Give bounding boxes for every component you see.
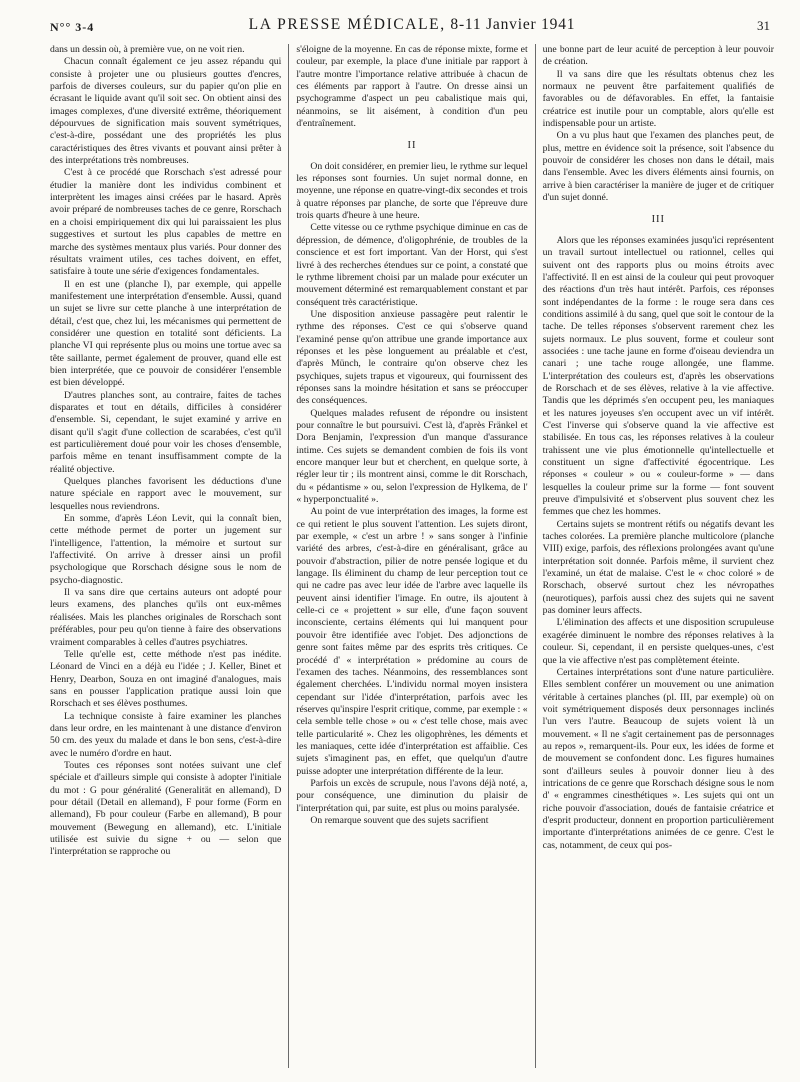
paragraph: une bonne part de leur acuité de perception à leur pouvoir de création. (542, 44, 774, 68)
paragraph: dans un dessin où, à première vue, on ne voit rien. (50, 44, 245, 55)
paragraph: D'autres planches sont, au contraire, faites de taches disparates et tout en détails, difficiles à considérer d'ensemble. Si, cependant, le sujet examiné y arrive en disant qu'il s'agit d'une collection de scarabées, c'est qu'il est particulièrement doué pour voir les choses d'ensemble, parfois même en tenant insuffisamment compte de la réalité objective. (50, 389, 282, 475)
paragraph: s'éloigne de la moyenne. En cas de réponse mixte, forme et couleur, par exemple, la place d'une initiale par rapport à l'autre montre l'importance relative attribuée à chacun de ces éléments par rapport à l'autre. On dresse ainsi un psychogramme d'aspect un peu cabalistique mais qui, néanmoins, se lit aisément, à condition d'un peu d'entraînement. (296, 44, 528, 130)
paragraph: En somme, d'après Léon Levit, qui la connaît bien, cette méthode permet de porter un jugement sur l'intelligence, l'attention, la mémoire et surtout sur l'affectivité. On arrive à dresser ainsi un profil psychologique que Rorschach désigne sous le nom de psycho-diagnostic. (50, 513, 282, 586)
text-column-1 (50, 44, 288, 1068)
paragraph: Il va sans dire que les résultats obtenus chez les normaux ne peuvent être parfaitement qualifiés de favorables ou de défavorables. En effet, la fantaisie créatrice est inutile pour un comptable, alors qu'elle est indispensable pour un artiste. (542, 68, 774, 130)
paragraph: On a vu plus haut que l'examen des planches peut, de plus, mettre en évidence soit la présence, soit l'absence du pouvoir de considérer les choses non dans le détail, mais dans l'ensemble. Avec les divers éléments ainsi fournis, on arrive à bien caractériser la manière de juger et de critiquer d'un sujet donné. (542, 130, 774, 204)
paragraph: Certains sujets se montrent rétifs ou négatifs devant les taches colorées. La première planche multicolore (planche VIII) exige, parfois, des réflexions prolongées avant qu'une interprétation soit donnée. Parfois même, il survient chez l'examiné, un état de malaise. C'est le « choc coloré » de Rorschach, observé surtout chez les névropathes (neurotiques), parfois aussi chez des sujets qui ne savent pas dominer leurs affects. (542, 518, 774, 617)
paragraph: Alors que les réponses examinées jusqu'ici représentent un travail surtout intellectuel ou rationnel, celles qui suivent ont des rapports plus ou moins étroits avec l'affectivité. Il en est ainsi de la couleur qui peut provoquer des réactions d'un très haut intérêt. Parfois, ces réponses sont indépendantes de la forme : le rouge sera dans ces conditions assimilé à du sang, quel que soit le contour de la tache. De telles réponses s'observent rarement chez les sujets normaux. Le plus souvent, forme et couleur sont associées : une tache jaune en forme d'oiseau deviendra un canari ; une tache rouge allongée, une flamme. L'interprétation des couleurs est, d'après les observations de Rorschach et de ses élèves, relative à la vie affective. Tandis que les déprimés s'en occupent peu, les maniaques et les natures joyeuses s'en occupent avec un vif intérêt. C'est l'inverse qui s'observe quand la vie affective est stabilisée. En tous cas, les réponses relatives à la couleur trahissent une vie plus émotionnelle qu'intellectuelle et constituent un signe d'affectivité égocentrique. Les réponses « couleur » ou « couleur-forme » — dans lesquelles la couleur prime sur la forme — font souvent preuve d'impulsivité et s'observent plus souvent chez les femmes que chez les hommes. (542, 234, 774, 518)
text-column-3 (536, 44, 774, 1068)
paragraph: Quelques malades refusent de répondre ou insistent pour connaître le but poursuivi. C'est là, d'après Fränkel et Dora Benjamin, l'expression d'un manque d'assurance intime. Ces sujets se demandent combien de fois ils vont encore manquer leur but et cherchent, en quelque sorte, à régler leur tir ; ils montrent ainsi, comme le dit Rorschach, du « pédantisme » ou, selon l'expression de Hylkema, de l' « hyperponctualité ». (296, 407, 528, 506)
paragraph: Certaines interprétations sont d'une nature particulière. Elles semblent conférer un mouvement ou une animation véritable à certaines planches (pl. III, par exemple) où on voit symétriquement disposés deux personnages inclinés l'un vers l'autre. Beaucoup de sujets voient là un mouvement. « Il ne s'agit certainement pas de personnages au repos », remarquent-ils. Pour eux, les idées de forme et de mouvement se confondent donc. Les figures humaines sont d'ailleurs seules à pouvoir donner lieu à des intrications de ce genre que Rorschach désigne sous le nom d' « engrammes cinesthétiques ». Les sujets qui ont un riche pouvoir d'association, doués de fantaisie créatrice et d'esprit producteur, donnent en proportion particulièrement importante d'interprétations animées de ce genre. C'est le cas, notamment, de ceux qui pos- (542, 666, 774, 851)
page-number: 31 (757, 18, 770, 33)
paragraph: On remarque souvent que des sujets sacrifient (310, 814, 489, 826)
paragraph: On doit considérer, en premier lieu, le rythme sur lequel les réponses sont fournies. Un sujet normal donne, en moyenne, une réponse en quatre-vingt-dix secondes et trois à quatre réponses par planche, de sorte que l'épreuve dure trois quarts d'heure à une heure. (296, 160, 528, 222)
text-column-2 (289, 44, 534, 1068)
paragraph: Chacun connaît également ce jeu assez répandu qui consiste à projeter une ou plusieurs gouttes d'encres, parfois de diverses couleurs, sur du papier qu'on plie en écrasant le liquide avant qu'il soit sec. On obtient ainsi des images complexes, d'une diversité extrême, théoriquement dépourvues de signification mais souvent symétriques, c'est-à-dire, possédant une des propriétés les plus caractéristiques des êtres vivants et pouvant ainsi prêter à des interprétations très nombreuses. (50, 56, 282, 167)
issue-date: 8-11 Janvier 1941 (450, 16, 576, 33)
paragraph: C'est à ce procédé que Rorschach s'est adressé pour étudier la manière dont les individus combinent et interprètent les images ainsi créées par le hasard. Après avoir préparé de nombreuses taches de ce genre, Rorschach en a choisi empiriquement dix qui lui paraissaient les plus suggestives et surtout les plus capables de mettre en marche des systèmes mentaux plus variés. Pour donner des résultats vraiment utiles, ces taches doivent, en effet, satisfaire à toute une série d'exigences fondamentales. (50, 167, 282, 278)
paragraph: Au point de vue interprétation des images, la forme est ce qui retient le plus souvent l'attention. Les sujets diront, par exemple, « c'est un arbre ! » sans songer à l'infinie variété des arbres, c'est-à-dire en généralisant, grâce au pouvoir d'abstraction, pilier de notre pensée logique et du langage. Ils éliminent du champ de leur perception tout ce qui ne cadre pas avec leur idée de l'arbre avec laquelle ils peuvent ainsi identifier l'image. En outre, ils ajoutent à celle-ci ce « projettent » sur elle, d'une façon souvent inconsciente, certains éléments qui lui manquent pour pouvoir être identifiée avec l'objet. Des adjonctions de genre sont faites même par des esprits très critiques. Ce procédé d' « interprétation » prédomine au cours de l'examen des taches. Néanmoins, des ressemblances sont également cherchées. L'individu normal moyen insistera cependant sur l'idée d'interprétation, parfois avec les réserves qu'inspire l'esprit critique, comme, par exemple : « cela semble telle chose » ou « c'est telle chose, mais avec telle particularité ». Chez les oligophrènes, les déments et les maniaques, cette idée d'interprétation est affaiblie. Ces sujets s'imaginent pas, en effet, que quelqu'un d'autre puisse adopter une interprétation différente de la leur. (296, 506, 528, 777)
paragraph: La technique consiste à faire examiner les planches dans leur ordre, en les maintenant à une distance d'environ 50 cm. des yeux du malade et dans le bon sens, c'est-à-dire avec le numéro d'ordre en haut. (50, 710, 282, 759)
paragraph: Telle qu'elle est, cette méthode n'est pas inédite. Léonard de Vinci en a déjà eu l'idée ; J. Keller, Binet et Henry, Dearbon, Souza en ont imaginé d'analogues, mais sans en pousser l'application pratique aussi loin que Rorschach et ses élèves posthumes. (50, 648, 282, 710)
paragraph: Quelques planches favorisent les déductions d'une nature spéciale en rapport avec le mouvement, sur lesquelles nous reviendrons. (50, 476, 282, 512)
paragraph: Il va sans dire que certains auteurs ont adopté pour leurs examens, des planches qu'ils ont eux-mêmes réalisées. Mais les planches originales de Rorschach sont préférables, pour peu qu'on tienne à faire des observations vraiment comparables à celles d'autres psychiatres. (50, 587, 282, 648)
paragraph: Il en est une (planche I), par exemple, qui appelle manifestement une interprétation d'ensemble. Aussi, quand un sujet se livre sur cette planche à une interprétation de détail, c'est que, chez lui, les mécanismes qui permettent de considérer une question en totalité sont déficients. La planche VI qui représente plus ou moins une tortue avec sa tête saillante, permet également de prouver, quand elle est bien interprétée, que ce pouvoir de considérer l'ensemble est bien développé. (50, 278, 282, 389)
journal-title: LA PRESSE MÉDICALE, (248, 16, 446, 33)
article-body (50, 44, 774, 1068)
paragraph: Toutes ces réponses sont notées suivant une clef spéciale et d'ailleurs simple qui consiste à adopter l'initiale du mot : G pour généralité (Generalität en allemand), D pour détail (Detail en allemand), F pour forme (Form en allemand), Fb pour couleur (Farbe en allemand), B pour mouvement (Bewegung en allemand), etc. L'initiale utilisée est suivie du signe + ou — selon que l'interprétation se rapproche ou (50, 759, 282, 858)
masthead (50, 16, 774, 34)
section-heading: II (407, 140, 417, 152)
paragraph: Une disposition anxieuse passagère peut ralentir le rythme des réponses. C'est ce qui s'observe quand l'examiné pense qu'on attribue une grande importance aux réponses et les pèse longuement au préalable et c'est, d'après Münch, le contraire qu'on observe chez les psychiques, sujets trapus et vigoureux, qui fournissent des réponses sans la moindre hésitation et sans se préoccuper des conséquences. (296, 308, 528, 407)
section-heading: III (651, 214, 666, 226)
paragraph: L'élimination des affects et une disposition scrupuleuse exagérée diminuent le nombre des réponses relatives à la couleur. Si, cependant, il en persiste quelques-unes, c'est que la vie affective n'est pas complètement éteinte. (542, 617, 774, 666)
issue-number: N°° 3-4 (50, 20, 95, 34)
paragraph: Cette vitesse ou ce rythme psychique diminue en cas de dépression, de démence, d'oligophrénie, de troubles de la conscience et est fort important. Van der Horst, qui s'est livré à des recherches étendues sur ce point, a constaté que le rythme librement choisi par un malade pour exécuter un mouvement déterminé est remarquablement constant et par conséquent très caractéristique. (296, 222, 528, 308)
paragraph: Parfois un excès de scrupule, nous l'avons déjà noté, a, pour conséquence, une diminution du plaisir de l'interprétation qui, par suite, est plus ou moins paralysée. (296, 777, 528, 814)
